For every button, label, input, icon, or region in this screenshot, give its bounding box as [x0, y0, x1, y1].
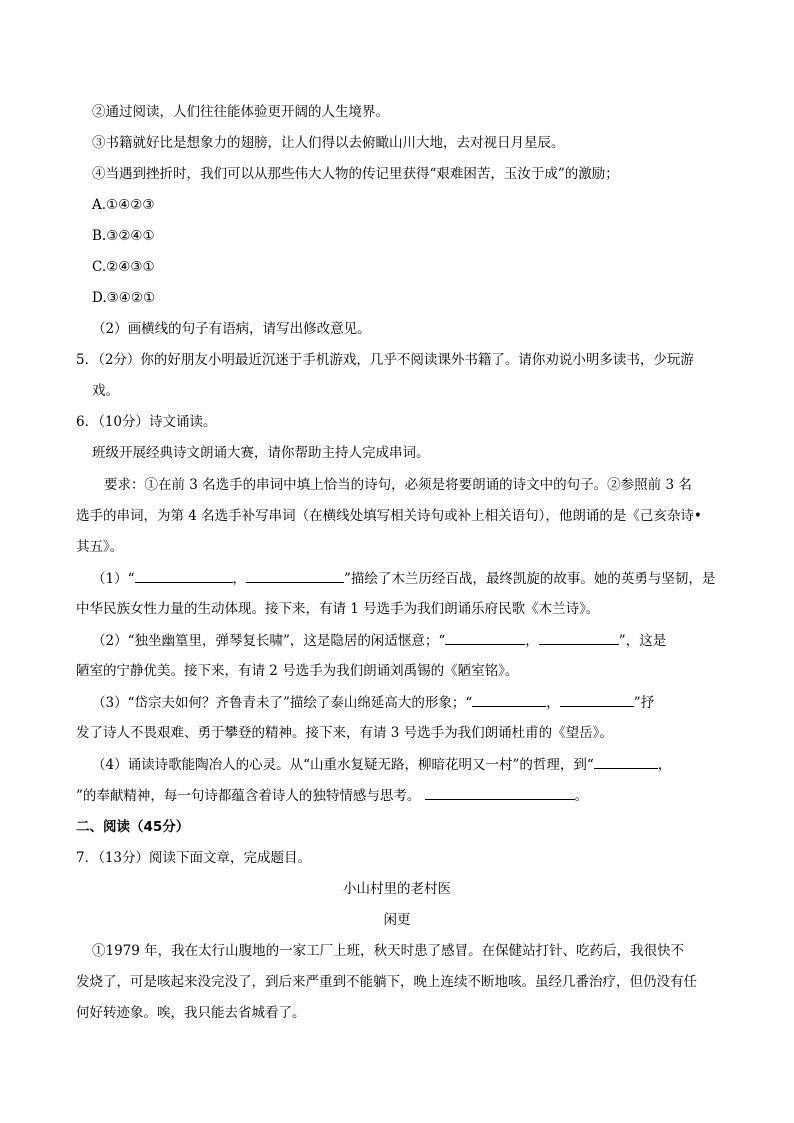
q6-part4-line1: （4）诵读诗歌能陶冶人的心灵。从“山重水复疑无路，柳暗花明又一村”的哲理，到“ ， — [92, 754, 671, 775]
q6-part2-line1: （2）“独坐幽篁里，弹琴复长啸”，这是隐居的闲适惬意；“ ， ”，这是 — [92, 630, 666, 651]
answer-blank[interactable] — [425, 785, 575, 800]
article-paragraph-line2: 发烧了，可是咳起来没完没了，到后来严重到不能躺下，晚上连续不断地咳。虽经几番治疗，但仍没有任 — [76, 974, 697, 990]
q6-part3-line1: （3）“岱宗夫如何？齐鲁青未了”描绘了泰山绵延高大的形象；“ ， ”抒 — [92, 692, 654, 713]
q6-requirement-line1: 要求：①在前 3 名选手的串词中填上恰当的诗句，必须是将要朗诵的诗文中的句子。②参照前 3 名 — [104, 477, 692, 493]
option-a: A.①④②③ — [92, 197, 155, 213]
article-title: 小山村里的老村医 — [343, 881, 451, 897]
q6-requirement-line3: 其五》。 — [76, 539, 124, 555]
option-b: B.③②④① — [92, 228, 155, 244]
q6-requirement-line2: 选手的串词，为第 4 名选手补写串词（在横线处填写相关诗句或补上相关语句），他朗诵的是《己亥杂诗• — [76, 508, 702, 524]
answer-blank[interactable] — [445, 630, 525, 645]
answer-blank[interactable] — [560, 692, 634, 707]
answer-blank[interactable] — [472, 692, 546, 707]
q6-part1-line2: 中华民族女性力量的生动体现。接下来，有请 1 号选手为我们朗诵乐府民歌《木兰诗》。 — [76, 601, 600, 617]
section-heading: 二、阅读（45分） — [76, 819, 190, 835]
q6-heading: 6．（10分）诗文诵读。 — [76, 414, 217, 430]
sentence-4: ④当遇到挫折时，我们可以从那些伟大人物的传记里获得“艰难困苦，玉汝于成”的激励； — [92, 166, 619, 182]
answer-blank[interactable] — [246, 568, 344, 583]
option-d: D.③④②① — [92, 290, 156, 306]
q5-line1: 5．（2分）你的好朋友小明最近沉迷于手机游戏，几乎不阅读课外书籍了。请你劝说小明多读书，少玩游 — [76, 352, 694, 368]
q7-heading: 7．（13分）阅读下面文章，完成题目。 — [76, 850, 312, 866]
q6-part3-line2: 发了诗人不畏艰难、勇于攀登的精神。接下来，有请 3 号选手为我们朗诵杜甫的《望岳》。 — [76, 725, 613, 741]
answer-blank[interactable] — [539, 630, 619, 645]
option-c: C.②④③① — [92, 259, 155, 275]
article-paragraph-line3: 何好转迹象。唉，我只能去省城看了。 — [76, 1005, 306, 1021]
sentence-3: ③书籍就好比是想象力的翅膀，让人们得以去俯瞰山川大地，去对视日月星辰。 — [92, 135, 565, 151]
q6-part4-line2: ”的奉献精神，每一句诗都蕴含着诗人的独特情感与思考。 。 — [76, 785, 588, 806]
answer-blank[interactable] — [135, 568, 233, 583]
q6-part1-line1: （1）“ ， ”描绘了木兰历经百战，最终凯旋的故事。她的英勇与坚韧，是 — [92, 568, 715, 589]
article-author: 闲更 — [383, 912, 411, 928]
q6-part2-line2: 陋室的宁静优美。接下来，有请 2 号选手为我们朗诵刘禹锡的《陋室铭》。 — [76, 663, 519, 679]
answer-blank[interactable] — [594, 754, 658, 769]
article-paragraph-line1: ①1979 年，我在太行山腹地的一家工厂上班，秋天时患了感冒。在保健站打针、吃药后，我很快不 — [92, 943, 685, 959]
sub-question-2: （2）画横线的句子有语病，请写出修改意见。 — [92, 321, 371, 337]
q6-intro: 班级开展经典诗文朗诵大赛，请你帮助主持人完成串词。 — [92, 445, 430, 461]
sentence-2: ②通过阅读，人们往往能体验更开阔的人生境界。 — [92, 104, 389, 120]
q5-line2: 戏。 — [92, 383, 119, 399]
